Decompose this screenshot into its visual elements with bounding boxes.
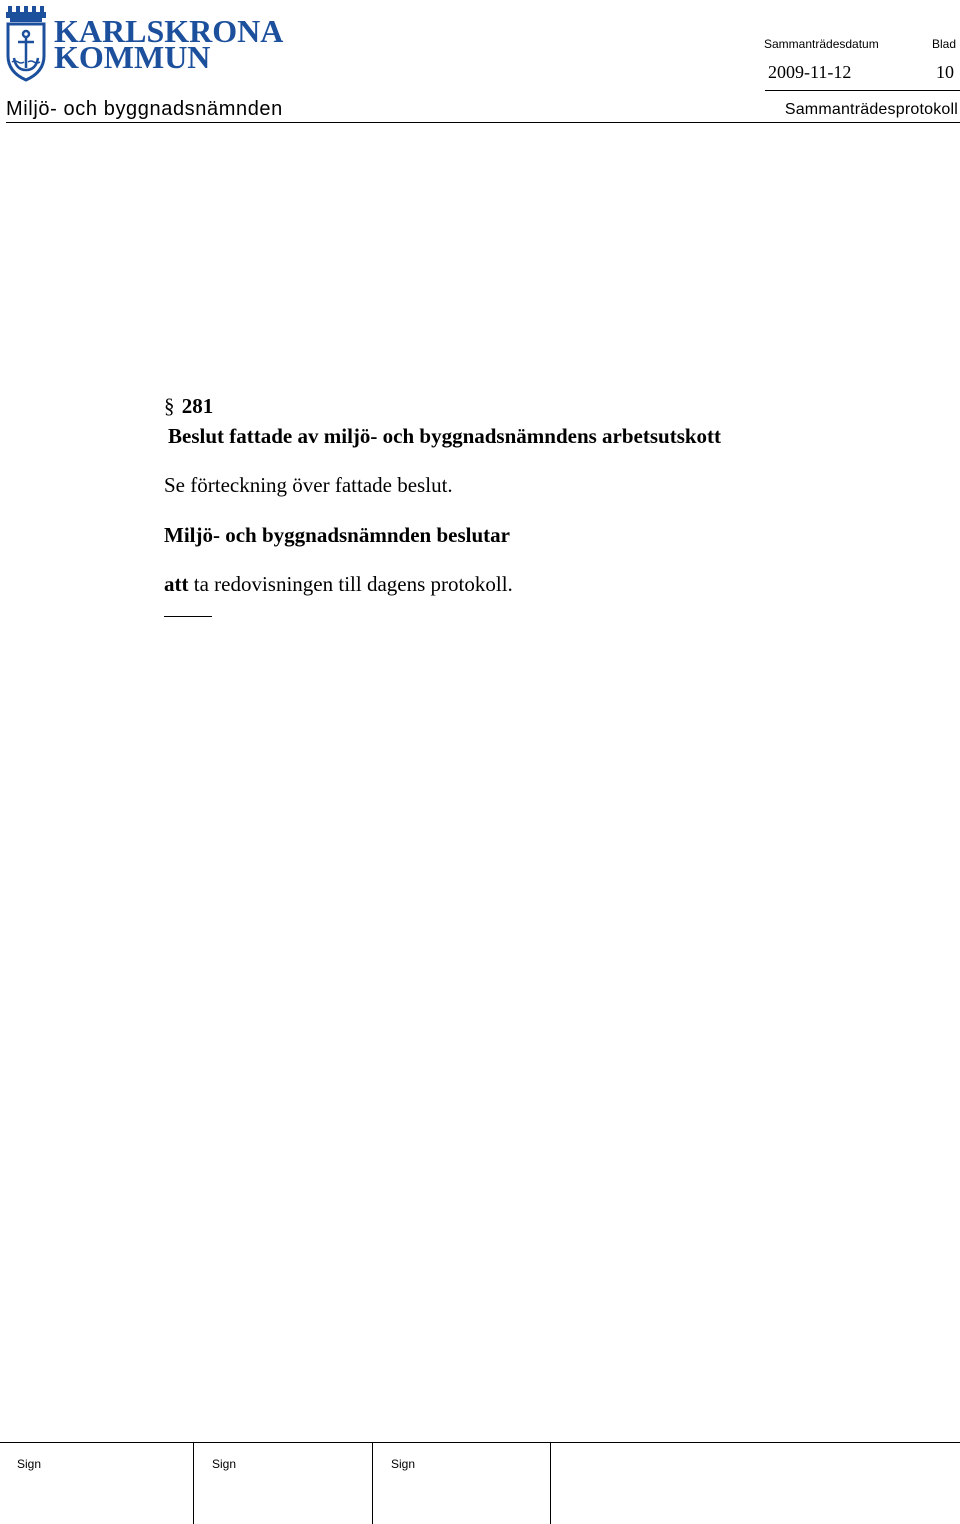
decision-heading: Miljö- och byggnadsnämnden beslutar xyxy=(164,523,510,547)
header-rule xyxy=(6,122,960,123)
signature-divider-2 xyxy=(372,1443,373,1524)
board-name: Miljö- och byggnadsnämnden xyxy=(6,98,283,120)
header-date-rule xyxy=(765,90,960,91)
signature-field-2: Sign xyxy=(212,1457,237,1471)
section-title: Beslut fattade av miljö- och byggnadsnämndens arbetsutskott xyxy=(168,424,722,448)
karlskrona-kommun-logo xyxy=(4,4,304,82)
logo-wordmark xyxy=(54,13,284,75)
meeting-date: 2009-11-12 xyxy=(768,62,852,82)
document-type: Sammanträdesprotokoll xyxy=(784,101,958,118)
body-paragraph: Se förteckning över fattade beslut. xyxy=(164,473,453,497)
signature-field-1: Sign xyxy=(17,1457,42,1471)
signature-box-top-rule xyxy=(0,1442,960,1443)
section-end-rule xyxy=(164,616,212,617)
sheet-label: Blad xyxy=(932,37,957,51)
sheet-number: 10 xyxy=(936,62,954,82)
decision-body: ta redovisningen till dagens protokoll. xyxy=(188,572,513,596)
logo-line-2: KOMMUN xyxy=(54,39,211,75)
section-heading xyxy=(164,394,213,419)
coat-of-arms-icon xyxy=(4,4,54,82)
decision-keyword: att xyxy=(164,572,189,596)
section-sign: § xyxy=(164,394,175,418)
decision-text xyxy=(164,572,513,597)
section-number: 281 xyxy=(181,394,214,418)
meeting-date-label: Sammanträdesdatum xyxy=(764,37,879,51)
signature-divider-3 xyxy=(550,1443,551,1524)
signature-field-3: Sign xyxy=(391,1457,416,1471)
logo-line-1: KARLSKRONA xyxy=(54,13,284,49)
signature-divider-1 xyxy=(193,1443,194,1524)
